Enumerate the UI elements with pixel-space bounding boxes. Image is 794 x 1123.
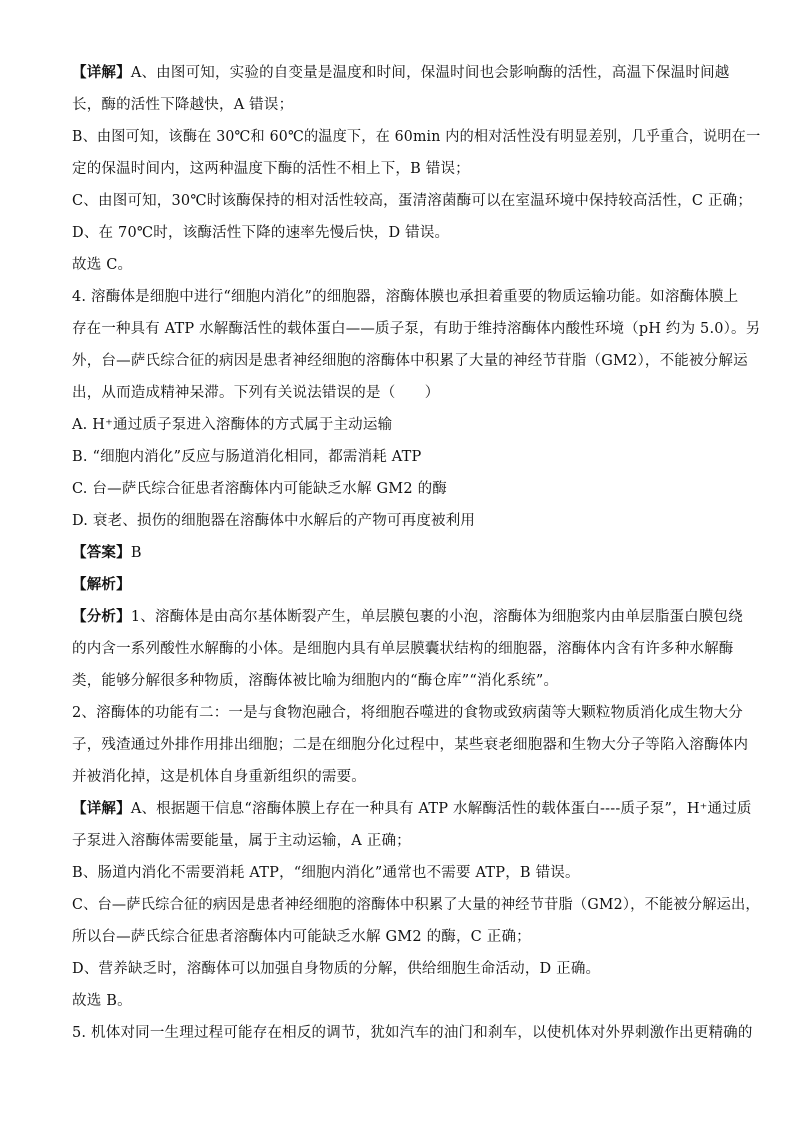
option-d [72, 511, 475, 531]
line-text: 长，酶的活性下降越快，A 错误； [72, 97, 294, 113]
text-line [72, 671, 558, 691]
text-line [72, 927, 531, 947]
line-text: B [130, 545, 142, 561]
text-line [72, 607, 743, 627]
text-line [72, 639, 734, 659]
text-line [72, 351, 748, 371]
section-tag: 【答案】 [72, 544, 131, 561]
line-text: C、台—萨氏综合征的病因是患者神经细胞的溶酶体中积累了大量的神经节苷脂（GM2），不能被分解运出， [72, 897, 760, 913]
line-text: 子，残渣通过外排作用排出细胞；二是在细胞分化过程中，某些衰老细胞器和生物大分子等陷入溶酶体内 [72, 737, 749, 753]
line-text: A、由图可知，实验的自变量是温度和时间，保温时间也会影响酶的活性，高温下保温时间越 [130, 65, 730, 81]
text-line [72, 863, 580, 883]
option-a [72, 415, 392, 435]
line-text: 并被消化掉，这是机体自身重新组织的需要。 [72, 769, 366, 785]
option-c [72, 479, 447, 499]
line-text: D、在 70℃时，该酶活性下降的速率先慢后快，D 错误。 [72, 225, 450, 241]
section-tag: 【详解】 [72, 800, 131, 817]
text-line [72, 703, 743, 723]
section-tag: 【分析】 [72, 608, 131, 625]
line-text: 类，能够分解很多种物质，溶酶体被比喻为细胞内的“酶仓库”“消化系统”。 [72, 673, 559, 689]
line-text: B、肠道内消化不需要消耗 ATP，“细胞内消化”通常也不需要 ATP，B 错误。 [72, 865, 580, 881]
section-tag: 【详解】 [72, 64, 131, 81]
line-text: 子泵进入溶酶体需要能量，属于主动运输，A 正确； [72, 833, 411, 849]
line-text: C. 台—萨氏综合征患者溶酶体内可能缺乏水解 GM2 的酶 [72, 481, 447, 497]
line-text: 定的保温时间内，这两种温度下酶的活性不相上下，B 错误； [72, 161, 470, 177]
option-b [72, 447, 422, 467]
text-line [72, 63, 729, 83]
line-text: 存在一种具有 ATP 水解酶活性的载体蛋白——质子泵，有助于维持溶酶体内酸性环境（pH 约为 5.0）。另 [72, 321, 761, 337]
line-text: D、营养缺乏时，溶酶体可以加强自身物质的分解，供给细胞生命活动，D 正确。 [72, 961, 601, 977]
line-text: 所以台—萨氏综合征患者溶酶体内可能缺乏水解 GM2 的酶，C 正确； [72, 929, 531, 945]
line-text: B. “细胞内消化”反应与肠道消化相同，都需消耗 ATP [72, 449, 422, 465]
line-text: C、由图可知，30℃时该酶保持的相对活性较高，蛋清溶菌酶可以在室温环境中保持较高活性，C 正确； [72, 193, 753, 209]
text-line [72, 1023, 753, 1043]
text-line [72, 895, 760, 915]
text-line [72, 735, 748, 755]
text-line [72, 95, 293, 115]
line-text: 1、溶酶体是由高尔基体断裂产生，单层膜包裹的小泡，溶酶体为细胞浆内由单层脂蛋白膜包绕 [130, 609, 743, 625]
text-line [72, 991, 132, 1011]
text-line [72, 223, 449, 243]
line-text: 出，从而造成精神呆滞。下列有关说法错误的是（ ） [72, 385, 440, 401]
text-line [72, 255, 132, 275]
text-line [72, 383, 440, 403]
line-text: B、由图可知，该酶在 30℃和 60℃的温度下，在 60min 内的相对活性没有明显差别，几乎重合，说明在一 [72, 129, 761, 145]
text-line [72, 319, 760, 339]
line-text: 4. 溶酶体是细胞中进行“细胞内消化”的细胞器，溶酶体膜也承担着重要的物质运输功能。如溶酶体膜上 [72, 289, 739, 305]
text-line [72, 959, 600, 979]
line-text: 5. 机体对同一生理过程可能存在相反的调节，犹如汽车的油门和刹车，以使机体对外界刺激作出更精确的 [72, 1025, 753, 1041]
answer-line [72, 543, 142, 563]
section-tag: 【解析】 [72, 576, 131, 593]
text-line [72, 127, 760, 147]
line-text: 2、溶酶体的功能有二：一是与食物泡融合，将细胞吞噬进的食物或致病菌等大颗粒物质消化成生物大分 [72, 705, 743, 721]
line-text: 外，台—萨氏综合征的病因是患者神经细胞的溶酶体中积累了大量的神经节苷脂（GM2），不能被分解运 [72, 353, 748, 369]
text-line [72, 159, 470, 179]
line-text: A. H⁺通过质子泵进入溶酶体的方式属于主动运输 [72, 417, 393, 433]
line-text: A、根据题干信息“溶酶体膜上存在一种具有 ATP 水解酶活性的载体蛋白----质子泵”，H⁺通过质 [130, 801, 752, 817]
text-line [72, 767, 366, 787]
text-line [72, 799, 752, 819]
text-line [72, 831, 411, 851]
line-text: 的内含一系列酸性水解酶的小体。是细胞内具有单层膜囊状结构的细胞器，溶酶体内含有许多种水解酶 [72, 641, 734, 657]
text-line [72, 287, 738, 307]
line-text: D. 衰老、损伤的细胞器在溶酶体中水解后的产物可再度被利用 [72, 513, 476, 529]
analysis-heading [72, 575, 131, 595]
line-text: 故选 B。 [72, 993, 132, 1009]
text-line [72, 191, 752, 211]
line-text: 故选 C。 [72, 257, 133, 273]
